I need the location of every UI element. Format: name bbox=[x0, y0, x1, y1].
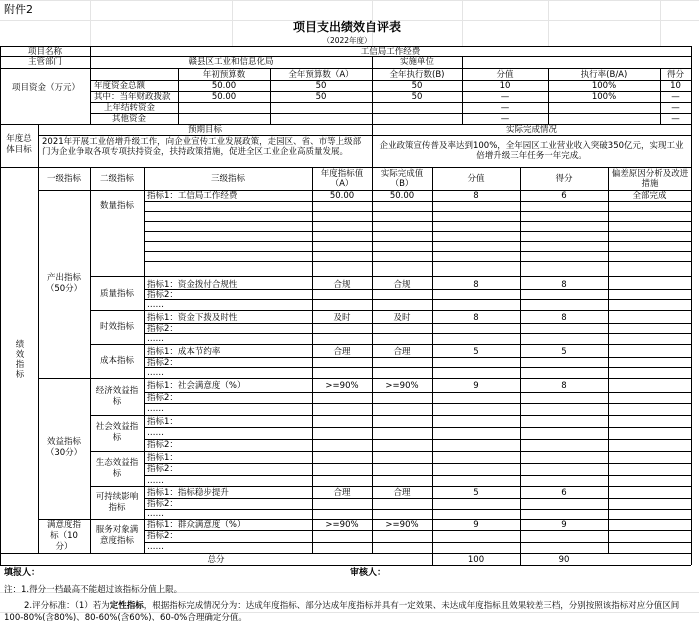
funds-cell: 50 bbox=[411, 92, 423, 102]
indicator-name: 指标1：群众满意度（%） bbox=[147, 520, 246, 530]
indicators-section-label: 绩效指标 bbox=[15, 340, 25, 380]
indicator-got: 6 bbox=[561, 488, 567, 498]
funds-header: 年初预算数 bbox=[202, 70, 246, 80]
indicator-note: 全部完成 bbox=[632, 191, 667, 201]
actual-completion-text: 企业政策宣传普及率达到100%，全年园区工业营业收入突破350亿元，实现工业倍增升级三年任务一年完成。 bbox=[379, 141, 684, 161]
row-line bbox=[144, 299, 691, 300]
row-line bbox=[144, 261, 691, 262]
funds-label: 项目资金（万元） bbox=[12, 83, 81, 93]
funds-cell: 50 bbox=[315, 92, 327, 102]
indicator-name: 指标1：工信局工作经费 bbox=[147, 191, 238, 201]
indicator-header: 年度指标值（A） bbox=[320, 169, 364, 189]
funds-row-name: 年度资金总额 bbox=[94, 81, 146, 91]
level2-social: 社会效益指标 bbox=[95, 422, 139, 443]
page-title: 项目支出绩效自评表 bbox=[292, 20, 401, 34]
indicator-name: 指标2： bbox=[147, 499, 178, 509]
indicator-got: 5 bbox=[561, 347, 567, 357]
indicator-name: 指标1： bbox=[147, 417, 178, 427]
row-line bbox=[144, 251, 691, 252]
row-line bbox=[90, 276, 691, 277]
col-line bbox=[38, 167, 39, 553]
row-line bbox=[144, 367, 691, 368]
level2-cost: 成本指标 bbox=[99, 356, 134, 366]
indicator-header: 分值 bbox=[467, 174, 485, 184]
indicator-got: 9 bbox=[561, 520, 567, 530]
indicator-more: …… bbox=[147, 542, 164, 552]
funds-header: 得分 bbox=[666, 70, 684, 80]
indicator-header: 一级指标 bbox=[46, 174, 81, 184]
indicator-more: …… bbox=[147, 334, 164, 344]
funds-cell: 50.00 bbox=[211, 92, 237, 102]
dept-label: 主管部门 bbox=[27, 57, 62, 67]
funds-row-name: 其他资金 bbox=[112, 114, 147, 124]
total-score: 100 bbox=[467, 555, 485, 565]
indicator-name: 指标1：社会满意度（%） bbox=[147, 381, 246, 391]
row-line bbox=[144, 530, 691, 531]
indicator-name: 指标1：指标稳步提升 bbox=[147, 488, 229, 498]
indicator-actual: 合理 bbox=[393, 488, 411, 498]
level2-timeliness: 时效指标 bbox=[99, 322, 134, 332]
level2-quality: 质量指标 bbox=[99, 289, 134, 299]
indicator-score: 8 bbox=[473, 280, 479, 290]
indicator-target: 合规 bbox=[333, 280, 351, 290]
grid-line bbox=[90, 0, 91, 46]
funds-cell: — bbox=[500, 103, 510, 113]
funds-header: 全年执行数(B) bbox=[389, 70, 445, 80]
funds-cell: 100% bbox=[591, 92, 617, 102]
row-line bbox=[144, 542, 691, 543]
row-line bbox=[144, 323, 691, 324]
grid-line bbox=[0, 0, 699, 1]
col-line bbox=[432, 167, 433, 565]
level1-output: 产出指标（50分） bbox=[45, 273, 83, 294]
indicator-got: 6 bbox=[561, 191, 567, 201]
grid-line bbox=[462, 0, 463, 46]
indicator-header: 得分 bbox=[555, 174, 573, 184]
level2-sustainable: 可持续影响指标 bbox=[95, 492, 139, 513]
indicator-name: 指标2： bbox=[147, 324, 178, 334]
indicator-score: 9 bbox=[473, 520, 479, 530]
dept-value: 赣县区工业和信息化局 bbox=[188, 57, 274, 67]
actual-completion-header: 实际完成情况 bbox=[505, 125, 557, 135]
row-line bbox=[90, 344, 691, 345]
goals-label: 年度总体目标 bbox=[6, 134, 32, 155]
indicator-name: 指标2： bbox=[147, 440, 178, 450]
col-line bbox=[520, 167, 521, 565]
indicator-header: 偏差原因分析及改进措施 bbox=[611, 169, 689, 189]
row-line bbox=[38, 378, 691, 379]
indicator-actual: 合理 bbox=[393, 347, 411, 357]
funds-cell: — bbox=[671, 92, 680, 102]
indicator-name: 指标2： bbox=[147, 358, 178, 368]
row-line bbox=[90, 451, 691, 452]
footnote-2-start: 2.评分标准：（1）若为 bbox=[24, 601, 110, 611]
indicator-more: …… bbox=[147, 476, 164, 486]
funds-cell: 100% bbox=[591, 81, 617, 91]
indicator-actual: 合规 bbox=[393, 280, 411, 290]
funds-header: 分值 bbox=[496, 70, 514, 80]
indicator-header: 实际完成值（B） bbox=[380, 169, 424, 189]
row-line bbox=[144, 221, 691, 222]
expected-goal-text: 2021年开展工业倍增升级工作，向企业宣传工业发展政策，走园区、省、市等上级部门为企业争取各项专项扶持资金，扶持政策措施，促进全区工业企业高质量发展。 bbox=[42, 137, 362, 157]
indicator-header: 二级指标 bbox=[99, 174, 134, 184]
footnote-2-rest: ，根据指标完成情况分为：达成年度指标、部分达成年度指标并具有一定效果、未达成年度指标且效果较差三档，分别按照该指标对应分值区间100-80%(含80%)、80-60%(含60%)、60-0%合理确定分值。 bbox=[4, 601, 680, 623]
row-line bbox=[144, 333, 691, 334]
indicator-target: 合理 bbox=[333, 347, 351, 357]
funds-cell: 10 bbox=[499, 81, 511, 91]
indicator-name: 指标2： bbox=[147, 290, 178, 300]
indicator-more: …… bbox=[147, 428, 164, 438]
indicator-name: 指标2： bbox=[147, 464, 178, 474]
expected-goal-header: 预期目标 bbox=[187, 125, 222, 135]
funds-cell: — bbox=[671, 114, 680, 124]
row-line bbox=[90, 113, 691, 114]
indicator-more: …… bbox=[147, 404, 164, 414]
row-line bbox=[144, 509, 691, 510]
funds-cell: — bbox=[671, 103, 680, 113]
funds-cell: — bbox=[500, 92, 510, 102]
indicator-target: 及时 bbox=[333, 313, 351, 323]
row-line bbox=[90, 310, 691, 311]
funds-row-name: 上年结转资金 bbox=[104, 103, 156, 113]
indicator-target: >=90% bbox=[325, 381, 359, 391]
indicator-got: 8 bbox=[561, 313, 567, 323]
row-line bbox=[144, 439, 691, 440]
indicator-actual: >=90% bbox=[385, 381, 419, 391]
indicator-target: 合理 bbox=[333, 488, 351, 498]
row-line bbox=[144, 403, 691, 404]
row-line bbox=[144, 231, 691, 232]
row-line bbox=[144, 392, 691, 393]
funds-cell: 50 bbox=[411, 81, 423, 91]
row-line bbox=[90, 486, 691, 487]
row-line bbox=[0, 553, 691, 554]
grid-line bbox=[660, 0, 661, 46]
funds-cell: 10 bbox=[670, 81, 681, 91]
filler-label: 填报人： bbox=[4, 568, 41, 578]
indicator-name: 指标1： bbox=[147, 453, 178, 463]
indicator-name: 指标1：成本节约率 bbox=[147, 347, 221, 357]
funds-header: 全年预算数（A） bbox=[288, 70, 354, 80]
row-line bbox=[144, 211, 691, 212]
level2-service-satisfaction: 服务对象满意度指标 bbox=[95, 525, 139, 546]
indicator-more: …… bbox=[147, 300, 164, 310]
row-line bbox=[0, 68, 691, 69]
col-line bbox=[90, 68, 91, 124]
indicator-target: 50.00 bbox=[329, 191, 355, 201]
table-border bbox=[691, 46, 692, 565]
indicator-name: 指标1：资金拨付合规性 bbox=[147, 280, 238, 290]
level1-benefit: 效益指标（30分） bbox=[45, 437, 83, 458]
indicator-score: 5 bbox=[473, 347, 479, 357]
indicator-header: 三级指标 bbox=[210, 174, 245, 184]
table-border bbox=[0, 565, 691, 566]
row-line bbox=[0, 167, 691, 168]
row-line bbox=[144, 241, 691, 242]
col-line bbox=[608, 167, 609, 553]
footnote-1: 注：1.得分一档最高不能超过该指标分值上限。 bbox=[4, 585, 183, 595]
row-line bbox=[38, 135, 691, 136]
funds-cell: — bbox=[500, 114, 510, 124]
indicator-more: …… bbox=[147, 509, 164, 519]
indicator-actual: >=90% bbox=[385, 520, 419, 530]
total-got: 90 bbox=[558, 555, 570, 565]
indicator-score: 5 bbox=[473, 488, 479, 498]
row-line bbox=[144, 201, 691, 202]
reviewer-label: 审核人： bbox=[350, 568, 387, 578]
indicator-actual: 50.00 bbox=[389, 191, 415, 201]
indicator-got: 8 bbox=[561, 381, 567, 391]
row-line bbox=[144, 475, 691, 476]
indicator-score: 8 bbox=[473, 191, 479, 201]
indicator-name: 指标1：资金下拨及时性 bbox=[147, 313, 238, 323]
indicator-name: 指标2： bbox=[147, 393, 178, 403]
footnote-2 bbox=[4, 600, 692, 624]
indicator-target: >=90% bbox=[325, 520, 359, 530]
impl-label: 实施单位 bbox=[399, 57, 434, 67]
row-line bbox=[90, 102, 691, 103]
funds-cell: 50 bbox=[315, 81, 327, 91]
report-year: （2022年度） bbox=[322, 36, 372, 45]
level2-quantity: 数量指标 bbox=[99, 201, 134, 211]
indicator-got: 8 bbox=[561, 280, 567, 290]
funds-row-name: 其中：当年财政拨款 bbox=[94, 92, 171, 102]
funds-cell: 50.00 bbox=[211, 81, 237, 91]
project-name-label: 项目名称 bbox=[27, 47, 62, 57]
row-line bbox=[90, 415, 691, 416]
indicator-name: 指标2： bbox=[147, 531, 178, 541]
attachment-label: 附件2 bbox=[4, 3, 33, 16]
funds-header: 执行率(B/A) bbox=[580, 70, 628, 80]
level2-ecological: 生态效益指标 bbox=[95, 458, 139, 479]
row-line bbox=[144, 498, 691, 499]
total-label: 总分 bbox=[207, 555, 225, 565]
project-name-value: 工信局工作经费 bbox=[360, 47, 421, 57]
row-line bbox=[144, 463, 691, 464]
level1-satisfaction: 满意度指标（10分） bbox=[46, 520, 81, 552]
col-line bbox=[462, 56, 463, 68]
indicator-more: …… bbox=[147, 368, 164, 378]
row-line bbox=[144, 357, 691, 358]
row-line bbox=[144, 427, 691, 428]
footnote-2-bold: 定性指标 bbox=[109, 601, 144, 611]
indicator-score: 8 bbox=[473, 313, 479, 323]
col-line bbox=[144, 167, 145, 553]
grid-line bbox=[548, 0, 549, 46]
level2-economic: 经济效益指标 bbox=[95, 386, 139, 407]
indicator-score: 9 bbox=[473, 381, 479, 391]
indicator-actual: 及时 bbox=[393, 313, 411, 323]
